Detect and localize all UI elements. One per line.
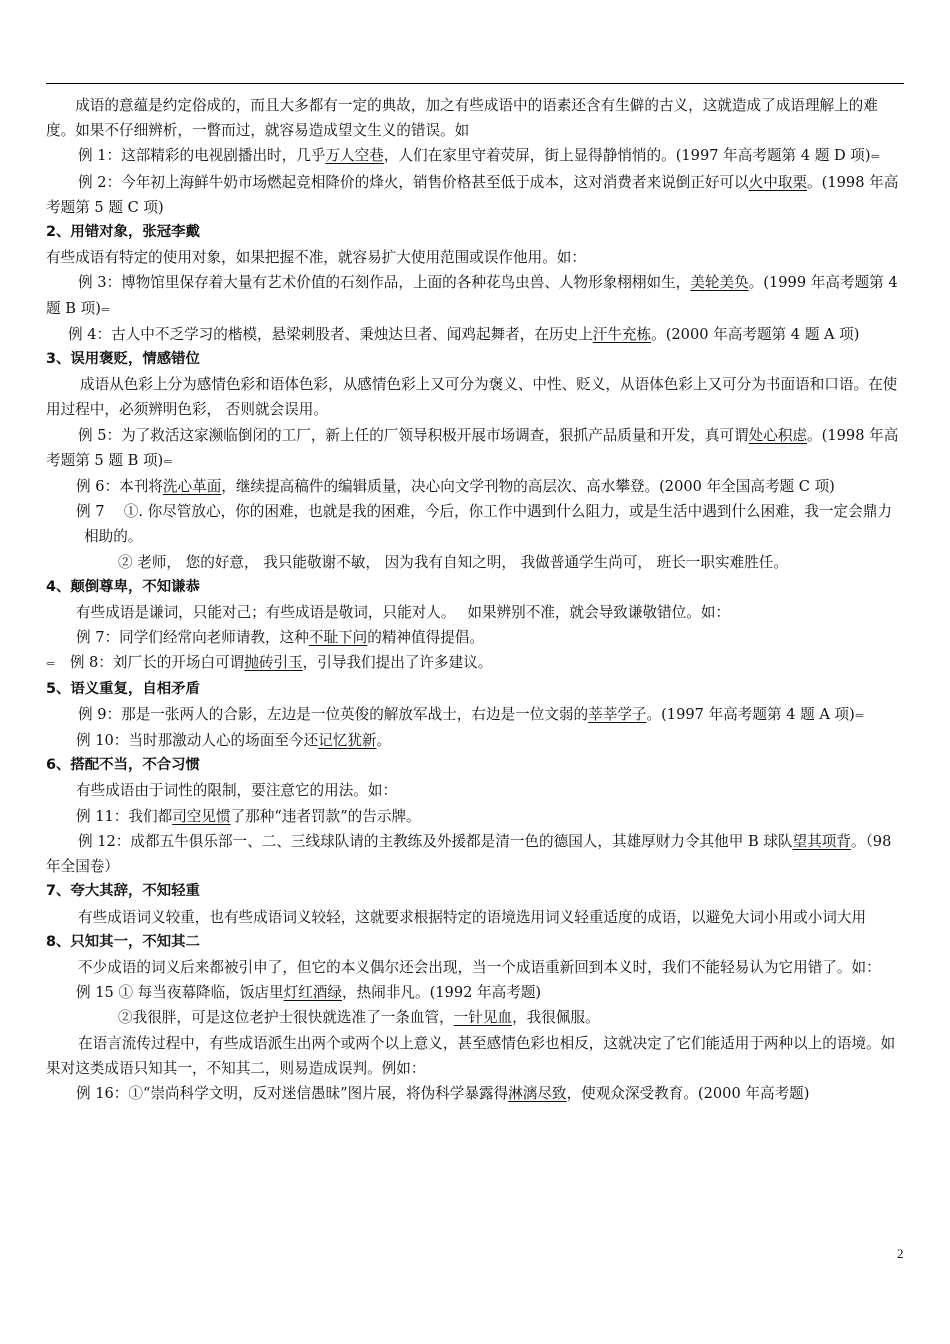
underlined-idiom: 抛砖引玉 [244,654,303,672]
text-run: 例 15 ① 每当夜幕降临，饭店里 [76,984,284,1002]
text-run: 。(1997 年高考题第 4 题 A 项) [646,705,855,723]
text-run: ，人们在家里守着荧屏，街上显得静悄悄的。(1997 年高考题第 4 题 D 项) [383,147,871,165]
example-line [46,1081,906,1106]
underlined-idiom: 淋漓尽致 [508,1084,567,1102]
underlined-idiom: 洗心革面 [162,478,222,496]
section-heading [46,220,906,245]
text-run: 了那种“违者罚款”的告示牌。 [230,807,421,825]
text-run: 2、用错对象，张冠李戴 [46,224,200,241]
example-line [46,625,906,650]
paragraph [46,1031,906,1081]
underlined-idiom: 美轮美奂 [690,274,749,292]
underlined-idiom: 万人空巷 [325,147,384,165]
text-run: 的精神值得提倡。 [367,629,484,647]
text-run: 7、夸大其辞，不知轻重 [46,883,200,900]
text-run: 。（98 年全国卷） [46,832,892,876]
example-line [46,728,906,753]
paragraph [46,778,906,803]
text-run: 有些成语词义较重，也有些成语词义较轻，这就要求根据特定的语境选用词义轻重适度的成语，以避免大词小用或小词大用 [78,908,867,926]
text-run: ②我很胖，可是这位老护士很快就选准了一条血管， [118,1009,454,1027]
text-run: 。(2000 年高考题第 4 题 A 项) [651,325,860,343]
section-heading [46,879,906,904]
underlined-idiom: 望其项背 [792,832,851,850]
text-run: 3、误用褒贬，情感错位 [46,351,200,368]
text-run: 5、语义重复，自相矛盾 [46,680,200,697]
example-line [46,270,906,321]
section-heading [46,930,906,955]
underlined-idiom: 汗牛充栋 [592,325,652,343]
paragraph [46,372,906,422]
text-run: 例 4：古人中不乏学习的楷模，悬梁刺股者、秉烛达旦者、闻鸡起舞者，在历史上 [68,325,593,343]
text-run: 例 10：当时那激动人心的场面至今还 [76,732,319,750]
document-body [46,93,906,1106]
text-run: 。 [376,732,392,750]
example-line [46,650,906,676]
text-run: 有些成语有特定的使用对象，如果把握不准，就容易扩大使用范围或误作他用。如： [46,249,586,267]
example-line [46,702,906,728]
example-line [46,980,906,1005]
underlined-idiom: 处心积虑 [748,426,808,444]
page-number: 2 [897,1246,904,1261]
text-run: 例 16：①“崇尚科学文明，反对迷信愚昧”图片展，将伪科学暴露得 [76,1084,509,1102]
paragraph-mark: ⇐ [46,657,56,671]
underlined-idiom: 莘莘学子 [588,705,647,723]
text-run: ，我很佩服。 [512,1009,600,1027]
text-run: 例 6：本刊将 [76,478,163,496]
text-run: 在语言流传过程中，有些成语派生出两个或两个以上意义，甚至感情色彩也相反，这就决定了它们能适用于两种以上的语境。如果对这类成语只知其一，不知其二，则易造成误判。例如： [46,1034,896,1077]
text-run: ，继续提高稿件的编辑质量，决心向文学刊物的高层次、高水攀登。(2000 年全国高考题 C 项) [221,478,835,496]
text-run: 成语从色彩上分为感情色彩和语体色彩，从感情色彩上又可分为褒义、中性、贬义，从语体色彩上又可分为书面语和口语。在使用过程中，必须辨明色彩， 否则就会误用。 [46,376,898,419]
section-heading [46,575,906,600]
paragraph [46,600,906,625]
section-heading [46,677,906,702]
underlined-idiom: 灯红酒绿 [283,984,343,1002]
header-rule [46,83,904,84]
text-run: 成语的意蕴是约定俗成的，而且大多都有一定的典故，加之有些成语中的语素还含有生僻的古义，这就造成了成语理解上的难度。如果不仔细辨析，一瞥而过，就容易造成望文生义的错误。如 [46,97,878,140]
text-run: 例 1：这部精彩的电视剧播出时，几乎 [78,147,326,165]
text-run: 。(1998 年高考题第 5 题 C 项) [46,173,899,216]
text-run: 有些成语是谦词，只能对己；有些成语是敬词，只能对人。 如果辨别不准，就会导致谦敬错位。如： [76,604,731,622]
example-line [46,829,906,879]
text-run: 4、颠倒尊卑，不知谦恭 [46,578,200,595]
text-run: 8、只知其一，不知其二 [46,933,200,950]
text-run: ，热闹非凡。(1992 年高考题) [342,984,542,1002]
text-run: 。(1999 年高考题第 4 题 B 项) [46,274,898,317]
example-line [46,143,906,169]
example-line [46,322,906,347]
example-line [46,423,906,474]
text-run: 例 2：今年初上海鲜牛奶市场燃起竞相降价的烽火，销售价格甚至低于成本，这对消费者来说倒正好可以 [78,173,749,191]
paragraph-mark: ⇐ [163,454,173,468]
text-run: 不少成语的词义后来都被引申了，但它的本义偶尔还会出现，当一个成语重新回到本义时，我们不能轻易认为它用错了。如： [78,958,881,976]
example-line [46,550,906,575]
underlined-idiom: 火中取栗 [748,173,808,191]
text-run: ，使观众深受教育。(2000 年高考题) [566,1084,810,1102]
underlined-idiom: 不耻下问 [308,629,368,647]
text-run: ② 老师， 您的好意， 我只能敬谢不敏， 因为我有自知之明， 我做普通学生尚可， 班长一职实难胜任。 [118,553,788,571]
example-line [46,474,906,499]
section-heading [46,347,906,372]
example-line [46,499,906,549]
section-heading [46,753,906,778]
underlined-idiom: 司空见惯 [172,807,231,825]
underlined-idiom: 一针见血 [453,1009,513,1027]
example-line [46,170,906,220]
text-run: 例 9：那是一张两人的合影，左边是一位英俊的解放军战士，右边是一位文弱的 [78,705,589,723]
paragraph-mark: ⇐ [870,150,880,164]
text-run: 。(1998 年高考题第 5 题 B 项) [46,426,899,469]
text-run: ，引导我们提出了许多建议。 [302,654,493,672]
example-line [46,804,906,829]
text-run: 例 3：博物馆里保存着大量有艺术价值的石刻作品，上面的各种花鸟虫兽、人物形象栩栩如生， [78,274,691,292]
paragraph [46,955,906,980]
text-run: 有些成语由于词性的限制，要注意它的用法。如： [76,782,398,800]
paragraph-mark: ⇐ [854,708,865,722]
text-run: 例 11：我们都 [76,807,173,825]
paragraph [46,905,906,930]
text-run: 例 5：为了救活这家濒临倒闭的工厂，新上任的厂领导积极开展市场调查，狠抓产品质量和开发，真可谓 [78,426,749,444]
paragraph [46,93,906,143]
paragraph-mark: ⇐ [100,302,111,316]
underlined-idiom: 记忆犹新 [318,732,377,750]
text-run: 例 12：成都五牛俱乐部一、二、三线球队请的主教练及外援都是清一色的德国人，其雄厚财力令其他甲 B 球队 [78,832,793,850]
example-line [46,1005,906,1030]
text-run: 例 8：刘厂长的开场白可谓 [55,654,245,672]
paragraph [46,245,906,270]
text-run: 例 7：同学们经常向老师请教，这种 [76,629,309,647]
text-run: 6、搭配不当，不合习惯 [46,757,200,774]
text-run: 例 7 ①. 你尽管放心，你的困难，也就是我的困难，今后，你工作中遇到什么阻力，或是生活中遇到什么困难，我一定会鼎力相助的。 [76,503,892,546]
